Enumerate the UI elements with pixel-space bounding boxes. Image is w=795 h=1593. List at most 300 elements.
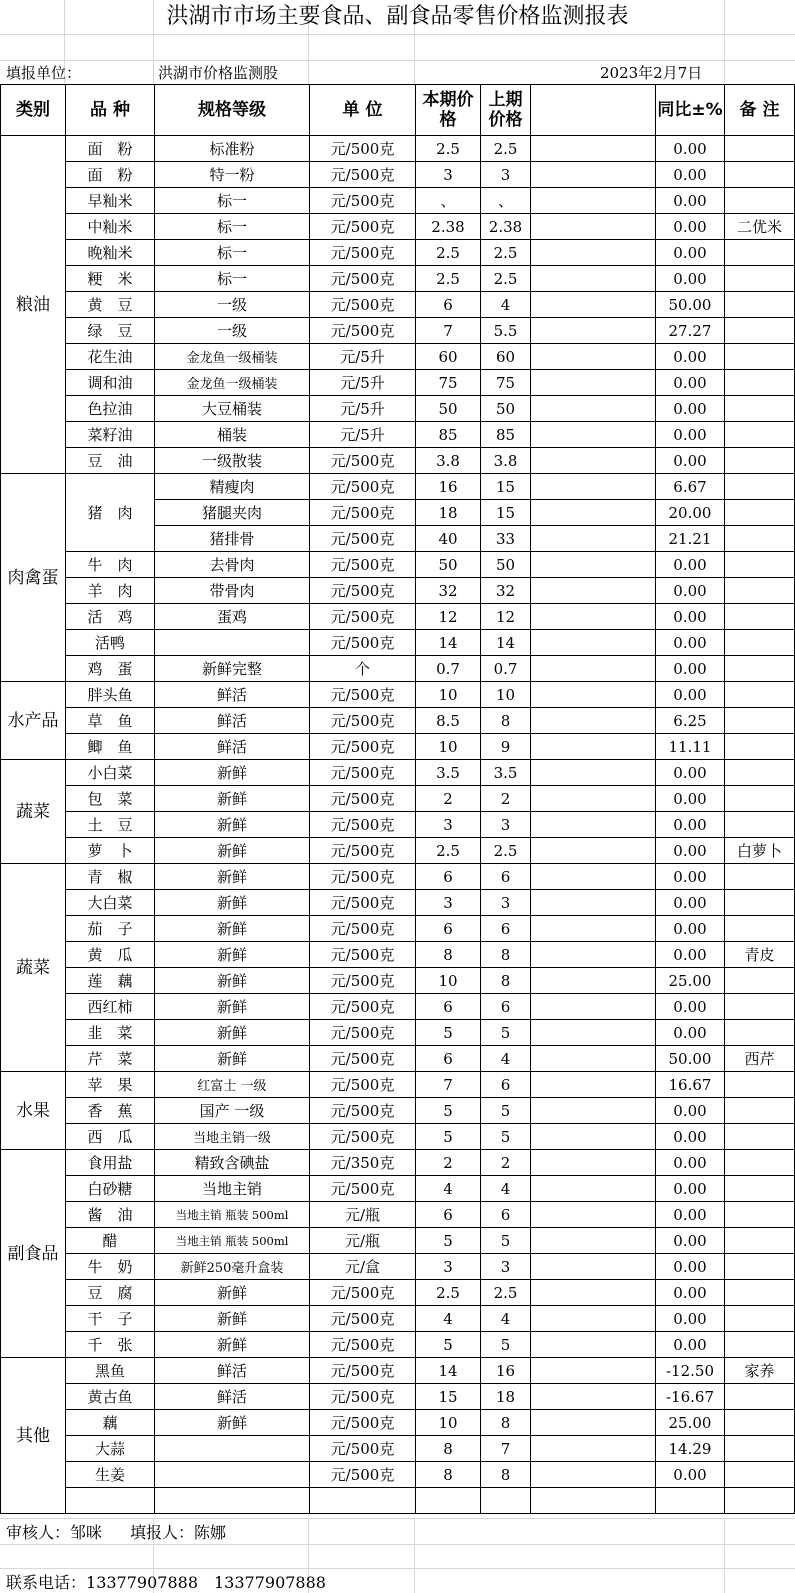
item-spec: 鲜活 <box>155 734 310 760</box>
item-note <box>725 1332 795 1358</box>
blank-cell <box>531 1358 656 1384</box>
previous-price: 14 <box>481 630 531 656</box>
blank-cell <box>531 526 656 552</box>
yoy-percent: 0.00 <box>656 1124 725 1150</box>
header-blank <box>531 85 656 136</box>
item-unit: 元/瓶 <box>310 1202 416 1228</box>
item-name: 豆 腐 <box>66 1280 155 1306</box>
header-row <box>1 85 795 136</box>
yoy-percent: -12.50 <box>656 1358 725 1384</box>
blank-cell <box>531 474 656 500</box>
current-price: 3 <box>416 890 481 916</box>
item-name: 食用盐 <box>66 1150 155 1176</box>
previous-price: 7 <box>481 1436 531 1462</box>
item-unit: 元/500克 <box>310 1332 416 1358</box>
item-name: 生姜 <box>66 1462 155 1488</box>
item-note <box>725 396 795 422</box>
item-spec: 鲜活 <box>155 682 310 708</box>
table-row <box>1 188 795 214</box>
current-price: 6 <box>416 1202 481 1228</box>
item-unit: 元/500克 <box>310 578 416 604</box>
current-price <box>416 1488 481 1514</box>
table-row <box>1 630 795 656</box>
item-note <box>725 266 795 292</box>
item-name: 藕 <box>66 1410 155 1436</box>
item-spec: 新鲜 <box>155 760 310 786</box>
current-price: 4 <box>416 1176 481 1202</box>
table-row <box>1 1358 795 1384</box>
blank-cell <box>531 708 656 734</box>
item-name: 鲫 鱼 <box>66 734 155 760</box>
item-unit: 元/500克 <box>310 188 416 214</box>
current-price: 4 <box>416 1306 481 1332</box>
current-price: 16 <box>416 474 481 500</box>
item-name: 土 豆 <box>66 812 155 838</box>
item-unit: 元/5升 <box>310 422 416 448</box>
item-spec: 新鲜 <box>155 1306 310 1332</box>
previous-price: 15 <box>481 474 531 500</box>
previous-price: 3 <box>481 162 531 188</box>
item-note: 青皮 <box>725 942 795 968</box>
item-note <box>725 604 795 630</box>
blank-cell <box>531 1462 656 1488</box>
current-price: 18 <box>416 500 481 526</box>
table-row <box>1 136 795 162</box>
item-spec: 猪腿夹肉 <box>155 500 310 526</box>
header-current-price: 本期价格 <box>416 85 481 136</box>
item-name: 面 粉 <box>66 136 155 162</box>
item-name: 面 粉 <box>66 162 155 188</box>
item-spec: 红富士 一级 <box>155 1072 310 1098</box>
category-cell: 蔬菜 <box>1 864 66 1072</box>
current-price: 2.38 <box>416 214 481 240</box>
current-price: 3.5 <box>416 760 481 786</box>
yoy-percent: 50.00 <box>656 292 725 318</box>
item-unit: 元/500克 <box>310 552 416 578</box>
footer-signatures <box>6 1520 226 1543</box>
blank-cell <box>531 240 656 266</box>
item-note <box>725 1254 795 1280</box>
gridline <box>414 1518 415 1593</box>
yoy-percent: 0.00 <box>656 1306 725 1332</box>
current-price: 10 <box>416 734 481 760</box>
yoy-percent: 0.00 <box>656 344 725 370</box>
previous-price: 4 <box>481 1306 531 1332</box>
previous-price: 12 <box>481 604 531 630</box>
yoy-percent: 0.00 <box>656 1280 725 1306</box>
item-name: 晚籼米 <box>66 240 155 266</box>
gridline <box>0 60 795 61</box>
table-row <box>1 318 795 344</box>
item-spec: 鲜活 <box>155 1358 310 1384</box>
blank-cell <box>531 682 656 708</box>
blank-cell <box>531 1150 656 1176</box>
item-spec: 新鲜 <box>155 1280 310 1306</box>
item-spec: 鲜活 <box>155 708 310 734</box>
yoy-percent: 0.00 <box>656 266 725 292</box>
item-name: 猪 肉 <box>66 474 155 552</box>
item-note <box>725 1384 795 1410</box>
yoy-percent: 0.00 <box>656 656 725 682</box>
yoy-percent: 6.67 <box>656 474 725 500</box>
current-price: 6 <box>416 864 481 890</box>
previous-price: 5 <box>481 1124 531 1150</box>
current-price: 2.5 <box>416 1280 481 1306</box>
previous-price: 、 <box>481 188 531 214</box>
item-note <box>725 682 795 708</box>
current-price: 50 <box>416 396 481 422</box>
current-price: 10 <box>416 968 481 994</box>
category-cell: 副食品 <box>1 1150 66 1358</box>
item-name: 活 鸡 <box>66 604 155 630</box>
previous-price: 3.5 <box>481 760 531 786</box>
item-note <box>725 422 795 448</box>
table-row <box>1 1124 795 1150</box>
item-name: 千 张 <box>66 1332 155 1358</box>
item-name: 早籼米 <box>66 188 155 214</box>
item-name: 粳 米 <box>66 266 155 292</box>
item-name: 牛 肉 <box>66 552 155 578</box>
blank-cell <box>531 422 656 448</box>
blank-cell <box>531 1254 656 1280</box>
blank-cell <box>531 162 656 188</box>
item-unit: 元/500克 <box>310 786 416 812</box>
item-note <box>725 448 795 474</box>
yoy-percent: 0.00 <box>656 604 725 630</box>
current-price: 5 <box>416 1332 481 1358</box>
item-spec <box>155 1462 310 1488</box>
current-price: 14 <box>416 1358 481 1384</box>
table-row <box>1 994 795 1020</box>
current-price: 2 <box>416 786 481 812</box>
previous-price: 33 <box>481 526 531 552</box>
item-note <box>725 1462 795 1488</box>
item-spec: 新鲜 <box>155 1410 310 1436</box>
item-note <box>725 1072 795 1098</box>
item-unit: 元/500克 <box>310 240 416 266</box>
table-row <box>1 1254 795 1280</box>
previous-price: 2.5 <box>481 136 531 162</box>
previous-price: 32 <box>481 578 531 604</box>
yoy-percent: 25.00 <box>656 1410 725 1436</box>
item-name: 青 椒 <box>66 864 155 890</box>
current-price: 7 <box>416 1072 481 1098</box>
item-note <box>725 760 795 786</box>
item-spec: 新鲜 <box>155 812 310 838</box>
previous-price: 8 <box>481 1410 531 1436</box>
item-unit: 元/500克 <box>310 1306 416 1332</box>
current-price: 2.5 <box>416 266 481 292</box>
yoy-percent: 27.27 <box>656 318 725 344</box>
item-spec: 精瘦肉 <box>155 474 310 500</box>
yoy-percent: 0.00 <box>656 214 725 240</box>
item-unit: 元/盒 <box>310 1254 416 1280</box>
item-name: 萝 卜 <box>66 838 155 864</box>
header-spec: 规格等级 <box>155 85 310 136</box>
table-row <box>1 812 795 838</box>
item-note <box>725 1020 795 1046</box>
category-cell: 水果 <box>1 1072 66 1150</box>
yoy-percent: 0.00 <box>656 188 725 214</box>
item-unit: 元/350克 <box>310 1150 416 1176</box>
yoy-percent: 0.00 <box>656 1202 725 1228</box>
item-note <box>725 812 795 838</box>
item-unit: 元/500克 <box>310 968 416 994</box>
item-spec: 新鲜 <box>155 942 310 968</box>
current-price: 6 <box>416 994 481 1020</box>
item-spec: 一级散装 <box>155 448 310 474</box>
current-price: 2.5 <box>416 838 481 864</box>
table-row <box>1 656 795 682</box>
current-price: 12 <box>416 604 481 630</box>
item-note <box>725 864 795 890</box>
yoy-percent: 0.00 <box>656 682 725 708</box>
yoy-percent: 0.00 <box>656 916 725 942</box>
report-date: 2023年2月7日 <box>600 64 703 82</box>
blank-cell <box>531 630 656 656</box>
blank-cell <box>531 1124 656 1150</box>
previous-price: 2 <box>481 786 531 812</box>
item-unit <box>310 1488 416 1514</box>
blank-cell <box>531 1332 656 1358</box>
item-name: 香 蕉 <box>66 1098 155 1124</box>
gridline <box>724 1518 725 1593</box>
item-note <box>725 916 795 942</box>
item-unit: 个 <box>310 656 416 682</box>
previous-price: 75 <box>481 370 531 396</box>
yoy-percent: 0.00 <box>656 812 725 838</box>
table-row <box>1 760 795 786</box>
blank-cell <box>531 552 656 578</box>
blank-cell <box>531 890 656 916</box>
previous-price: 18 <box>481 1384 531 1410</box>
item-spec: 大豆桶装 <box>155 396 310 422</box>
item-unit: 元/500克 <box>310 526 416 552</box>
yoy-percent: -16.67 <box>656 1384 725 1410</box>
item-name: 包 菜 <box>66 786 155 812</box>
header-variety: 品 种 <box>66 85 155 136</box>
blank-cell <box>531 318 656 344</box>
current-price: 15 <box>416 1384 481 1410</box>
current-price: 40 <box>416 526 481 552</box>
yoy-percent: 0.00 <box>656 578 725 604</box>
previous-price: 5.5 <box>481 318 531 344</box>
table-row <box>1 890 795 916</box>
table-row <box>1 1046 795 1072</box>
item-spec: 特一粉 <box>155 162 310 188</box>
item-note <box>725 370 795 396</box>
item-note <box>725 1176 795 1202</box>
table-row <box>1 1072 795 1098</box>
yoy-percent: 0.00 <box>656 1150 725 1176</box>
item-spec: 新鲜 <box>155 916 310 942</box>
blank-cell <box>531 266 656 292</box>
table-row <box>1 474 795 500</box>
previous-price: 4 <box>481 292 531 318</box>
previous-price: 2.5 <box>481 1280 531 1306</box>
table-row <box>1 864 795 890</box>
item-name: 大蒜 <box>66 1436 155 1462</box>
item-unit: 元/500克 <box>310 1410 416 1436</box>
blank-cell <box>531 1020 656 1046</box>
gridline <box>0 1544 795 1545</box>
blank-cell <box>531 1306 656 1332</box>
previous-price: 2 <box>481 1150 531 1176</box>
item-name: 绿 豆 <box>66 318 155 344</box>
table-row <box>1 266 795 292</box>
current-price: 、 <box>416 188 481 214</box>
gridline <box>0 1568 795 1569</box>
current-price: 5 <box>416 1124 481 1150</box>
item-spec: 当地主销 <box>155 1176 310 1202</box>
filler-name: 陈娜 <box>194 1523 227 1542</box>
previous-price: 3 <box>481 812 531 838</box>
yoy-percent: 6.25 <box>656 708 725 734</box>
table-row <box>1 708 795 734</box>
yoy-percent: 14.29 <box>656 1436 725 1462</box>
item-note <box>725 474 795 500</box>
auditor-label: 审核人： <box>6 1523 71 1542</box>
yoy-percent: 0.00 <box>656 240 725 266</box>
yoy-percent: 0.00 <box>656 448 725 474</box>
item-spec: 新鲜 <box>155 890 310 916</box>
item-unit: 元/500克 <box>310 682 416 708</box>
previous-price: 2.5 <box>481 838 531 864</box>
blank-cell <box>531 942 656 968</box>
item-unit: 元/500克 <box>310 1020 416 1046</box>
previous-price: 2.5 <box>481 240 531 266</box>
item-spec <box>155 1488 310 1514</box>
item-note <box>725 890 795 916</box>
gridline <box>0 1518 795 1519</box>
item-spec: 一级 <box>155 292 310 318</box>
item-unit: 元/500克 <box>310 1072 416 1098</box>
previous-price: 5 <box>481 1020 531 1046</box>
price-table <box>0 84 795 1514</box>
item-spec: 新鲜 <box>155 1046 310 1072</box>
item-spec: 新鲜完整 <box>155 656 310 682</box>
previous-price: 6 <box>481 916 531 942</box>
yoy-percent: 0.00 <box>656 1462 725 1488</box>
table-row <box>1 422 795 448</box>
item-note: 西芹 <box>725 1046 795 1072</box>
item-name: 活鸭 <box>66 630 155 656</box>
item-note <box>725 994 795 1020</box>
yoy-percent: 0.00 <box>656 396 725 422</box>
blank-cell <box>531 1072 656 1098</box>
item-name: 小白菜 <box>66 760 155 786</box>
blank-cell <box>531 604 656 630</box>
item-note <box>725 500 795 526</box>
blank-cell <box>531 344 656 370</box>
blank-cell <box>531 994 656 1020</box>
current-price: 85 <box>416 422 481 448</box>
item-unit: 元/500克 <box>310 136 416 162</box>
yoy-percent: 0.00 <box>656 760 725 786</box>
table-row <box>1 838 795 864</box>
table-row <box>1 292 795 318</box>
current-price: 5 <box>416 1020 481 1046</box>
filler-label: 填报人： <box>130 1523 195 1542</box>
item-spec: 蛋鸡 <box>155 604 310 630</box>
item-name: 鸡 蛋 <box>66 656 155 682</box>
current-price: 5 <box>416 1098 481 1124</box>
previous-price <box>481 1488 531 1514</box>
item-unit: 元/500克 <box>310 292 416 318</box>
previous-price: 10 <box>481 682 531 708</box>
unit-name: 洪湖市价格监测股 <box>158 64 279 82</box>
previous-price: 8 <box>481 1462 531 1488</box>
item-unit: 元/500克 <box>310 1462 416 1488</box>
table-row <box>1 1436 795 1462</box>
previous-price: 4 <box>481 1176 531 1202</box>
blank-cell <box>531 448 656 474</box>
blank-cell <box>531 864 656 890</box>
item-note <box>725 136 795 162</box>
item-unit: 元/500克 <box>310 1098 416 1124</box>
previous-price: 15 <box>481 500 531 526</box>
previous-price: 8 <box>481 942 531 968</box>
yoy-percent: 0.00 <box>656 890 725 916</box>
current-price: 2.5 <box>416 136 481 162</box>
blank-cell <box>531 1280 656 1306</box>
current-price: 2.5 <box>416 240 481 266</box>
item-note <box>725 318 795 344</box>
current-price: 14 <box>416 630 481 656</box>
item-spec <box>155 1436 310 1462</box>
previous-price: 8 <box>481 968 531 994</box>
item-unit: 元/500克 <box>310 864 416 890</box>
yoy-percent: 0.00 <box>656 1098 725 1124</box>
item-unit: 元/500克 <box>310 890 416 916</box>
table-row <box>1 786 795 812</box>
table-row <box>1 1098 795 1124</box>
item-note <box>725 1150 795 1176</box>
item-unit: 元/500克 <box>310 1358 416 1384</box>
blank-cell <box>531 578 656 604</box>
item-note <box>725 552 795 578</box>
current-price: 7 <box>416 318 481 344</box>
item-spec: 新鲜 <box>155 994 310 1020</box>
previous-price: 6 <box>481 864 531 890</box>
category-cell: 粮油 <box>1 136 66 474</box>
blank-cell <box>531 734 656 760</box>
phone-numbers: 13377907888 13377907888 <box>86 1573 326 1592</box>
price-table-body <box>1 136 795 1514</box>
previous-price: 3 <box>481 890 531 916</box>
item-spec: 当地主销 瓶装 500ml <box>155 1202 310 1228</box>
item-note: 家养 <box>725 1358 795 1384</box>
item-name: 苹 果 <box>66 1072 155 1098</box>
item-unit: 元/500克 <box>310 1436 416 1462</box>
item-unit: 元/500克 <box>310 214 416 240</box>
blank-cell <box>531 838 656 864</box>
table-row <box>1 1150 795 1176</box>
item-name: 西红柿 <box>66 994 155 1020</box>
yoy-percent: 0.00 <box>656 1020 725 1046</box>
blank-cell <box>531 1176 656 1202</box>
item-spec: 新鲜 <box>155 786 310 812</box>
item-note <box>725 1098 795 1124</box>
blank-cell <box>531 188 656 214</box>
yoy-percent: 25.00 <box>656 968 725 994</box>
item-name: 白砂糖 <box>66 1176 155 1202</box>
item-note <box>725 1228 795 1254</box>
item-note <box>725 1436 795 1462</box>
item-spec: 当地主销 瓶装 500ml <box>155 1228 310 1254</box>
item-unit: 元/500克 <box>310 1124 416 1150</box>
item-name: 菜籽油 <box>66 422 155 448</box>
